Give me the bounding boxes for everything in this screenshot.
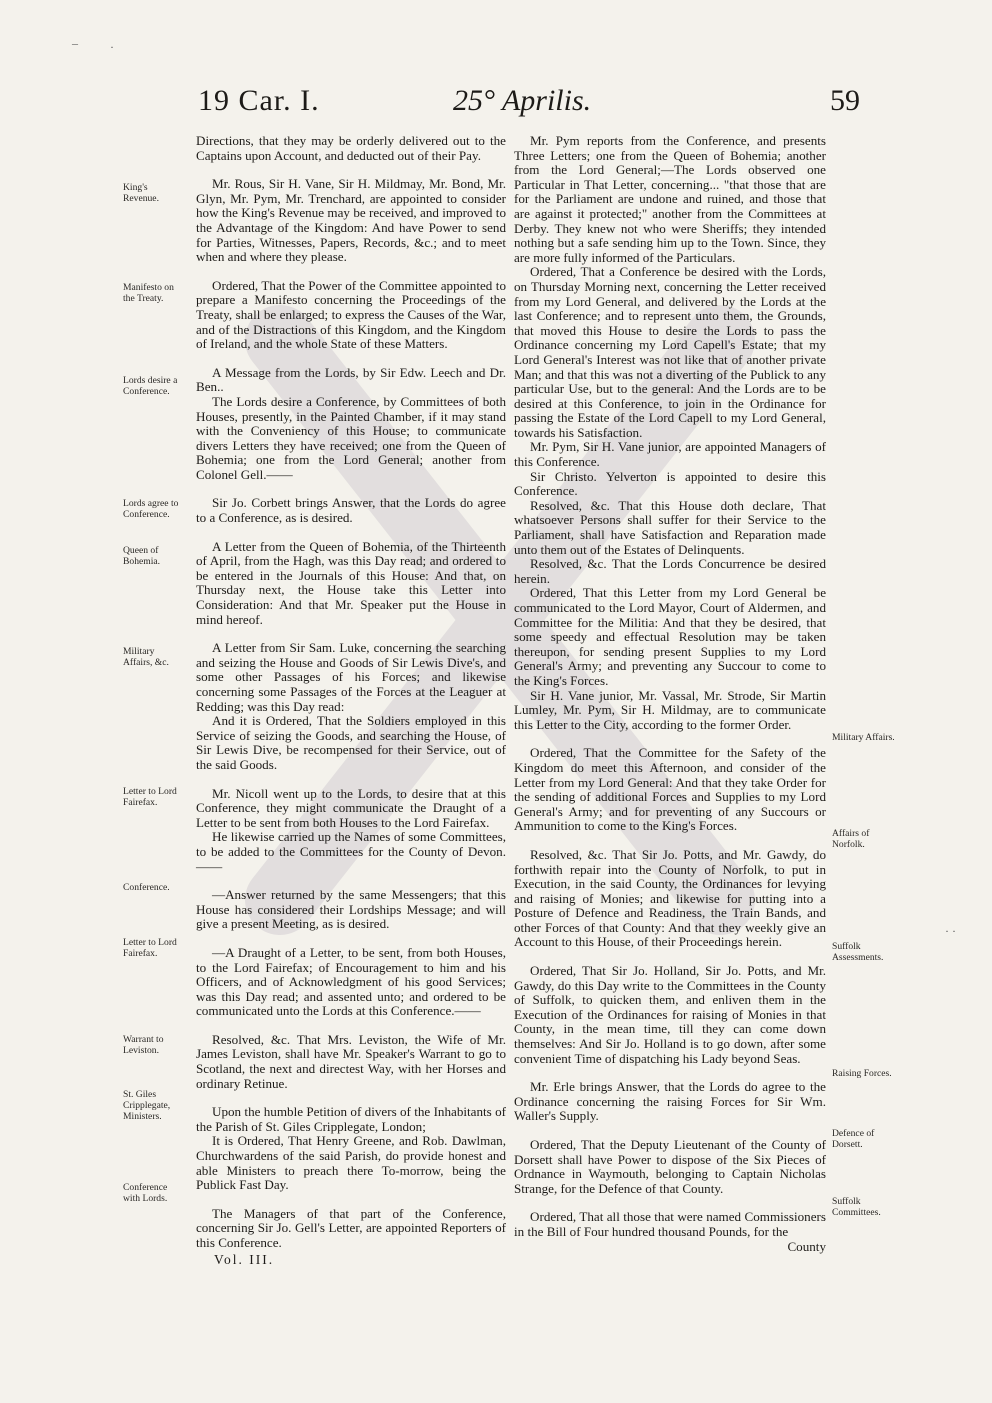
journal-entry: A Message from the Lords, by Sir Edw. Leech and Dr. Ben.. — [196, 364, 506, 395]
left-column — [196, 134, 506, 1267]
journal-entry: Ordered, That all those that were named Commissioners in the Bill of Four hundred thousand Pounds, for the — [514, 1209, 826, 1239]
journal-entry: Sir Christo. Yelverton is appointed to desire this Conference. — [514, 468, 826, 499]
journal-entry: Mr. Pym reports from the Conference, and presents Three Letters; one from the Queen of Bohemia; another from the Lord General;—The Lords observed one Particular in That Letter, concerning... "that those that are for the Parliament are undone and ruined, and those that are against it protected;" another from the Committees at Derby. They knew not who were Sheriffs; they intended nothing but a safe sending him up to the Town. Since, they are more fully informed of the Particulars. — [514, 133, 826, 265]
regnal-year-heading: 19 Car. I. — [198, 84, 320, 117]
margin-note: Military Affairs. — [832, 732, 895, 743]
date-heading: 25° Aprilis. — [453, 84, 592, 117]
journal-entry: Mr. Pym, Sir H. Vane junior, are appointed Managers of this Conference. — [514, 439, 826, 470]
journal-entry: Upon the humble Petition of divers of the Inhabitants of the Parish of St. Giles Cripplegate, London; — [196, 1104, 506, 1134]
journal-entry: Ordered, That this Letter from my Lord General be communicated to the Lord Mayor, Court of Aldermen, and Committee for the Militia: And that they be desired, that some speedy and effectual Resolution may be taken thereupon, for sending present Supplies to my Lord General's Army; and preventing any Succour to come to the King's Forces. — [514, 585, 826, 688]
journal-entry: Resolved, &c. That Sir Jo. Potts, and Mr. Gawdy, do forthwith repair into the County of Norfolk, to put in Execution, in the said County, the Ordinances for levying and raising of Monies; and likewise for putting into a Posture of Defence and Readiness, the Train Bands, and other Forces of that County: And that they weekly give an Account to this House, of their Proceedings herein. — [514, 846, 826, 950]
journal-entry: The Lords desire a Conference, by Committees of both Houses, presently, in the Painted Chamber, if it may stand with the Conveniency of this House; to communicate divers Letters they have received; one from the Queen of Bohemia; one from the Lord General; another from Colonel Gell.—— — [196, 393, 506, 482]
journal-entry: The Managers of that part of the Conference, concerning Sir Jo. Gell's Letter, are appointed Reporters of this Conference. — [196, 1205, 506, 1250]
journal-entry: Mr. Erle brings Answer, that the Lords do agree to the Ordinance concerning the raising Forces for Sir Wm. Waller's Supply. — [514, 1079, 826, 1124]
journal-entry: He likewise carried up the Names of some Committees, to be added to the Committees for the County of Devon.—— — [196, 829, 506, 874]
volume-signature: Vol. III. — [214, 1251, 275, 1267]
journal-entry: A Letter from Sir Sam. Luke, concerning the searching and seizing the House and Goods of Sir Lewis Dive's, and some other Passages of his Forces; and likewise concerning some Passages of the Forces at the Leaguer at Redding; was this Day read: — [196, 640, 506, 714]
margin-note: King's Revenue. — [123, 182, 159, 204]
journal-entry: —A Draught of a Letter, to be sent, from both Houses, to the Lord Fairefax; of Encouragement to him and his Officers, and of Acknowledgment of his good Services; was this Day read; and assented unto; and ordered to be communicated unto the Lords at this Conference.—— — [196, 944, 506, 1019]
journal-entry: —Answer returned by the same Messengers; that this House has considered their Lordships Message; and will give a present Meeting, as is desired. — [196, 887, 506, 932]
journal-entry: Mr. Rous, Sir H. Vane, Sir H. Mildmay, Mr. Bond, Mr. Glyn, Mr. Pym, Mr. Trenchard, are appointed to consider how the King's Revenue may be received, and improved to the Advantage of the Kingdom: And have Power to send for Parties, Witnesses, Papers, Records, &c.; and to meet when and where they please. — [196, 176, 506, 265]
margin-note: St. Giles Cripplegate, Ministers. — [123, 1089, 171, 1122]
margin-note: Military Affairs, &c. — [123, 646, 169, 668]
margin-note: Lords desire a Conference. — [123, 375, 178, 397]
scan-speck: · — [110, 40, 114, 54]
journal-entry: Resolved, &c. That this House doth declare, That whatsoever Persons shall suffer for their Service to the Parliament, shall have Satisfaction and Reparation made unto them out of the Estates of Delinquents. — [514, 497, 826, 557]
margin-note: Suffolk Assessments. — [832, 941, 884, 963]
journal-entry: Ordered, That the Power of the Committee appointed to prepare a Manifesto concerning the Proceedings of the Treaty, shall be enlarged; to express the Causes of the War, and of the Distractions of this Kingdom, and the Kingdom of Ireland, and the whole State of these Matters. — [196, 277, 506, 352]
margin-note: Affairs of Norfolk. — [832, 828, 870, 850]
margin-note: Raising Forces. — [832, 1068, 892, 1079]
margin-note: Warrant to Leviston. — [123, 1034, 164, 1056]
journal-entry: Resolved, &c. That the Lords Concurrence be desired herein. — [514, 556, 826, 586]
journal-entry: It is Ordered, That Henry Greene, and Rob. Dawlman, Churchwardens of the said Parish, do provide honest and able Ministers to preach there To-morrow, being the Publick Fast Day. — [196, 1133, 506, 1193]
margin-note: Suffolk Committees. — [832, 1196, 881, 1218]
journal-entry: Ordered, That Sir Jo. Holland, Sir Jo. Potts, and Mr. Gawdy, do this Day write to the Committees in the County of Suffolk, to quicken them, and enliven them in the Execution of the Ordinances for raising of Monies in that County, in the mean time, till they can come down themselves: And Sir Jo. Holland is to go down, after some convenient Time of dispatching his Lady beyond Seas. — [514, 963, 826, 1066]
journal-entry: Sir Jo. Corbett brings Answer, that the Lords do agree to a Conference, as is desired. — [196, 495, 506, 526]
journal-entry: Directions, that they may be orderly delivered out to the Captains upon Account, and deducted out of their Pay. — [196, 133, 506, 163]
page-header — [198, 84, 860, 128]
journal-entry: Ordered, That the Deputy Lieutenant of the County of Dorsett shall have Power to dispose of the Six Pieces of Ordnance in Waymouth, belonging to Captain Nicholas Strange, for the Defence of that County. — [514, 1137, 826, 1196]
journal-entry: Sir H. Vane junior, Mr. Vassal, Mr. Strode, Sir Martin Lumley, Mr. Pym, Sir H. Mildmay, are to communicate this Letter to the City, according to the former Order. — [514, 687, 826, 732]
journal-entry: A Letter from the Queen of Bohemia, of the Thirteenth of April, from the Hagh, was this Day read; and ordered to be entered in the Journals of this House: And that, on Thursday next, the House take this Letter into Consideration: And that Mr. Speaker put the House in mind hereof. — [196, 538, 506, 627]
scan-speck: · · — [945, 924, 956, 938]
margin-note: Conference with Lords. — [123, 1182, 168, 1204]
margin-note: Letter to Lord Fairefax. — [123, 937, 177, 959]
journal-entry: Ordered, That the Committee for the Safety of the Kingdom do meet this Afternoon, and consider of the Letter from my Lord General: And that they take Order for the sending of additional Forces and Supplies to my Lord General's Army; and for preventing of any Succours or Ammunition to come to the King's Forces. — [514, 745, 826, 834]
journal-entry: Ordered, That a Conference be desired with the Lords, on Thursday Morning next, concerning the Letter received from my Lord General, and delivered by the Lords at the last Conference; and to represent unto them, the Grounds, that moved this House to desire the Lords to pass the Ordinance concerning my Lord Capell's Estate; that my Lord General's Interest was not like that of another private Man; and that this was not a diverting of the Publick to any particular Use, but to the general: And the Lords are to be desired at this Conference, to join in the Ordinance for passing the Estate of the Lord Capell to my Lord General, towards his Satisfaction. — [514, 264, 826, 440]
margin-note: Letter to Lord Fairefax. — [123, 786, 177, 808]
page-number: 59 — [830, 84, 860, 117]
scan-speck: – — [72, 36, 78, 50]
margin-note: Manifesto on the Treaty. — [123, 282, 174, 304]
margin-note: Lords agree to Conference. — [123, 498, 179, 520]
catchword: County — [787, 1238, 826, 1254]
journal-entry: And it is Ordered, That the Soldiers employed in this Service of seizing the Goods, and searching the House, of Sir Lewis Dive, be recompensed for their Service, out of the said Goods. — [196, 713, 506, 772]
right-column — [514, 134, 826, 1254]
margin-note: Defence of Dorsett. — [832, 1128, 875, 1150]
margin-note: Queen of Bohemia. — [123, 545, 161, 567]
journal-entry: Mr. Nicoll went up to the Lords, to desire that at this Conference, they might communicate the Draught of a Letter to be sent from both Houses to the Lord Fairefax. — [196, 785, 506, 830]
margin-note: Conference. — [123, 882, 170, 893]
journal-entry: Resolved, &c. That Mrs. Leviston, the Wife of Mr. James Leviston, shall have Mr. Speaker's Warrant to go to Scotland, the next and directest Way, with her Horses and ordinary Retinue. — [196, 1031, 506, 1091]
